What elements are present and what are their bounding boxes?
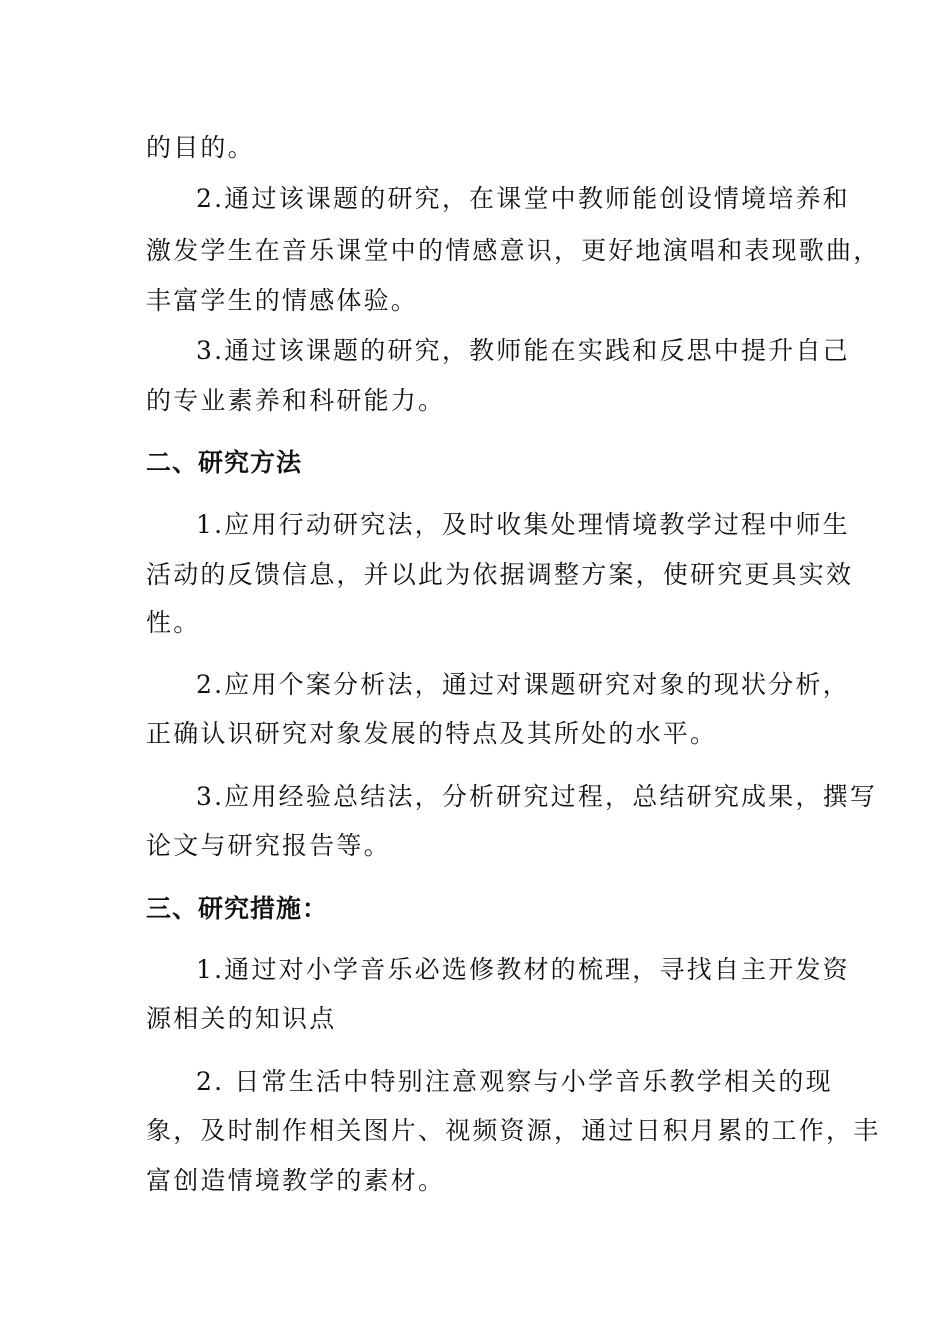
measure-item-2: 2. 日常生活中特别注意观察与小学音乐教学相关的现 [196, 1067, 833, 1096]
goal-item-3: 3.通过该课题的研究，教师能在实践和反思中提升自己 [196, 336, 850, 365]
method-item-3: 3.应用经验总结法，分析研究过程，总结研究成果，撰写 [196, 782, 878, 811]
text-line: 富创造情境教学的素材。 [146, 1166, 446, 1195]
method-item-1: 1.应用行动研究法，及时收集处理情境教学过程中师生 [196, 510, 850, 539]
text-line: 论文与研究报告等。 [146, 831, 391, 860]
measure-item-1: 1.通过对小学音乐必选修教材的梳理，寻找自主开发资 [196, 955, 850, 984]
text-line: 性。 [146, 608, 201, 637]
method-item-2: 2.应用个案分析法，通过对课题研究对象的现状分析， [196, 670, 850, 699]
text-line: 源相关的知识点 [146, 1004, 337, 1033]
text-line: 活动的反馈信息，并以此为依据调整方案，使研究更具实效 [146, 560, 854, 589]
section-heading-measures: 三、研究措施： [146, 894, 329, 923]
text-line: 象，及时制作相关图片、视频资源，通过日积月累的工作，丰 [146, 1116, 881, 1145]
text-line: 正确认识研究对象发展的特点及其所处的水平。 [146, 719, 718, 748]
text-line: 的专业素养和科研能力。 [146, 386, 446, 415]
goal-item-2: 2.通过该课题的研究，在课堂中教师能创设情境培养和 [196, 184, 850, 213]
text-line: 激发学生在音乐课堂中的情感意识，更好地演唱和表现歌曲， [146, 236, 881, 265]
section-heading-methods: 二、研究方法 [146, 448, 303, 477]
text-line: 丰富学生的情感体验。 [146, 286, 419, 315]
text-line: 的目的。 [146, 133, 255, 162]
